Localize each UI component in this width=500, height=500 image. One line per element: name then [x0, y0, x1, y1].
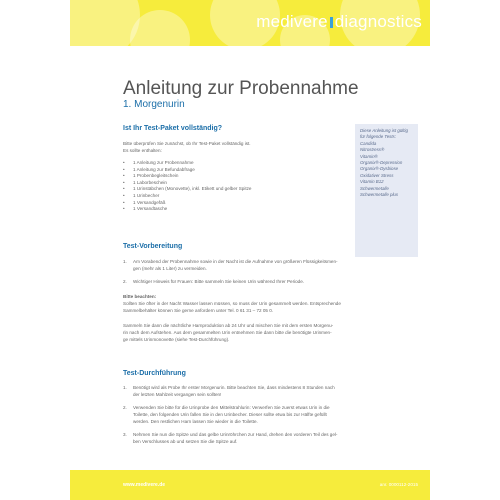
section-heading-completeness: Ist Ihr Test-Paket vollständig?	[123, 125, 223, 132]
sidebar-line: Diese Anleitung ist gültig	[360, 128, 408, 133]
website-link[interactable]: www.medivere.de	[123, 482, 166, 488]
page-title: Anleitung zur Probennahme	[123, 78, 359, 99]
step-line: der letzten Mahlzeit vergangen sein sollten!	[133, 391, 222, 397]
list-item: • 1 Laborbeschein	[123, 179, 167, 185]
footer-banner	[70, 470, 430, 500]
step-number: 2.	[123, 405, 127, 410]
sidebar-line: Schwermetalle	[360, 185, 389, 191]
section-heading-procedure: Test-Durchführung	[123, 370, 186, 377]
procedure-step	[123, 405, 355, 425]
sidebar-line: Nitrostress®	[360, 147, 385, 153]
prep-step	[123, 279, 355, 286]
collection-paragraph	[123, 323, 363, 343]
step-line: Verwenden Sie bitte für die Urinprobe den Mittelstrahlurin: Verwerfen Sie zuerst etwas Urin in die	[133, 405, 330, 410]
step-line: Nehmen Sie nun die Spitze und das gelbe Urinröhrchen zur Hand, drehen den vorderen Teil des gel-	[133, 432, 338, 437]
section-heading-preparation: Test-Vorbereitung	[123, 243, 183, 250]
sidebar-line: Organix®-Depression	[360, 160, 403, 166]
sidebar-line: Organix®-Dysbiose	[360, 166, 399, 172]
step-line: Am Vorabend der Probennahme sowie in der Nacht ist die Aufnahme von größeren Flüssigkeitsmen-	[133, 259, 338, 264]
procedure-step	[123, 432, 355, 446]
header-banner	[70, 0, 430, 46]
step-number: 2.	[123, 279, 127, 284]
note-heading: Bitte beachten:	[123, 294, 157, 299]
sidebar-line: für folgende Tests:	[360, 134, 396, 140]
section1-intro	[123, 141, 251, 155]
step-number: 3.	[123, 432, 127, 437]
sidebar-line: Vitamin B12	[360, 179, 384, 185]
list-item: • 1 Anleitung zur Probennahme	[123, 160, 194, 165]
procedure-step	[123, 385, 355, 399]
paragraph-line: rin nach dem Aufstehen. Aus dem gesammelten Urin entnehmen Sie dann bitte die benötigte Urinmen-	[123, 329, 332, 335]
sidebar-line: Schwermetalle plus	[360, 192, 399, 198]
list-item: • 1 Probenbegleitschein	[123, 173, 179, 179]
step-line: gen (mehr als 1 Liter) zu vermeiden.	[133, 265, 207, 271]
note-line: Sollten Sie öfter in der Nacht Wasser lassen müssen, so muss der Urin gesammelt werden. Entsprechende	[123, 300, 341, 306]
list-item: • 1 Versandtasche	[123, 206, 168, 212]
list-item: • 1 Versandgefäß	[123, 199, 166, 205]
note-block	[123, 294, 363, 314]
step-line: ben Verschlusses ab und setzen Sie die Spitze auf.	[133, 438, 238, 444]
list-item: • 1 Anleitung zur Befundabfrage	[123, 166, 195, 172]
logo-separator	[330, 17, 333, 28]
step-line: Toilette, den folgenden Urin fallen Sie in den Urinbecher. Dieser sollte etwa bis zur Hälfte gefüllt	[133, 411, 327, 417]
intro-line: Bitte überprüfen Sie zunächst, ob Ihr Test-Paket vollständig ist.	[123, 141, 251, 146]
logo-left-text: medivere	[256, 12, 328, 31]
sidebar-line: Oxidativer Stress	[360, 172, 394, 178]
page-subtitle: 1. Morgenurin	[123, 99, 185, 110]
package-contents-list	[123, 160, 251, 213]
logo-right-text: diagnostics	[334, 12, 422, 31]
intro-line: Es sollte enthalten:	[123, 147, 162, 153]
list-item: • 1 Urinbecher	[123, 192, 160, 198]
sidebar-line: Vitamin®	[360, 153, 378, 159]
sidebar-line: Candida	[360, 140, 377, 146]
valid-tests-sidebar	[355, 124, 418, 257]
step-line: werden. Den restlichen Harn lassen Sie wieder in die Toilette.	[133, 418, 258, 424]
step-number: 1.	[123, 385, 127, 390]
paragraph-line: ge mittels Urinmonovette (siehe Test-Durchführung).	[123, 336, 230, 342]
note-line: Sammelbehälter können Sie gerne anfordern unter Tel. 0 61 31 – 72 05 0.	[123, 307, 274, 313]
step-line: Wichtiger Hinweis für Frauen: Bitte sammeln Sie keinen Urin während Ihrer Periode.	[133, 279, 305, 284]
list-item: • 1 Urinstäbchen (Monovette), inkl. Etikett und gelber Spitze	[123, 186, 252, 192]
document-code: anr. 0000112-2015	[379, 482, 418, 487]
prep-step	[123, 259, 355, 273]
step-line: Benötigt wird als Probe Ihr erster Morgenurin. Bitte beachten Sie, dass mindestens 8 Stunden nach	[133, 385, 335, 390]
step-number: 1.	[123, 259, 127, 264]
paragraph-line: Sammeln Sie dann die nächtliche Harnproduktion ab 24 Uhr und mischen Sie mit dem ersten Morgenu-	[123, 323, 334, 328]
document-page	[70, 0, 430, 500]
company-logo	[256, 12, 422, 32]
